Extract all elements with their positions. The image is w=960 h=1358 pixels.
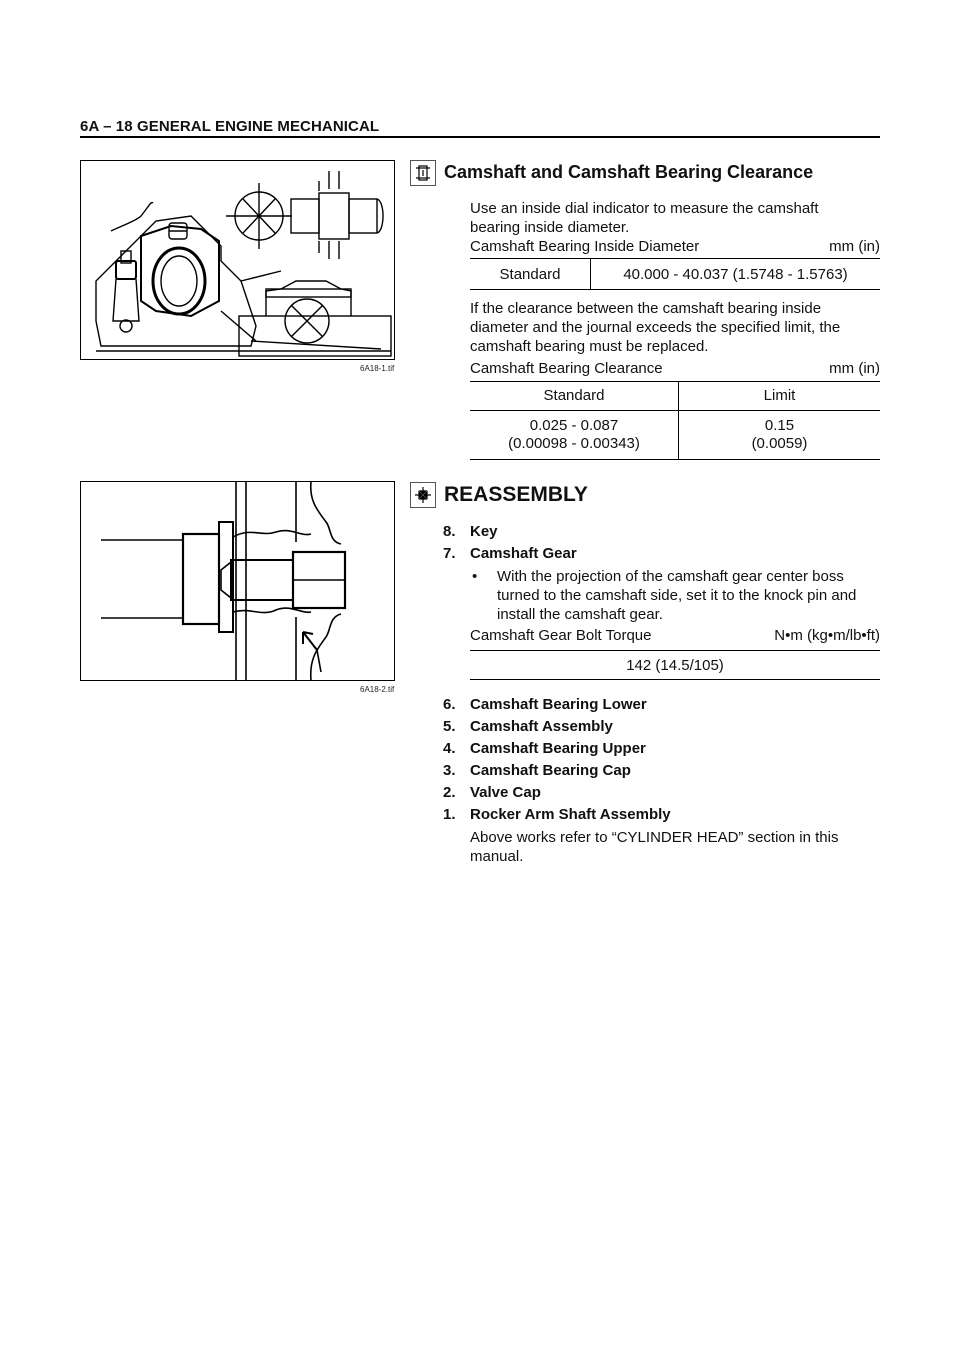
item-number: 4. <box>443 740 456 757</box>
clearance-table <box>470 382 880 459</box>
text-line: diameter and the journal exceeds the specified limit, the <box>470 319 841 336</box>
camshaft-bearing-diagram-icon <box>81 161 394 359</box>
header-rule <box>80 136 880 138</box>
spec-unit: mm (in) <box>829 360 880 377</box>
figure-caption: 6A18-2.tif <box>360 685 395 694</box>
inside-diameter-table <box>470 259 880 289</box>
spec-label: Camshaft Bearing Inside Diameter <box>470 238 700 255</box>
table-rule <box>470 679 880 680</box>
reassembly-title: REASSEMBLY <box>444 483 588 506</box>
cell-line: 0.15 <box>764 416 795 434</box>
torque-header <box>470 627 880 644</box>
page-header: 6A – 18 GENERAL ENGINE MECHANICAL <box>80 118 380 135</box>
text-line: bearing inside diameter. <box>470 219 630 236</box>
list-item <box>443 806 671 823</box>
cell-line: 0.025 - 0.087 <box>529 416 619 434</box>
list-item <box>443 784 541 801</box>
item-number: 6. <box>443 696 456 713</box>
spec-label: Camshaft Bearing Clearance <box>470 360 663 377</box>
table-cell <box>470 410 679 459</box>
list-item <box>443 762 631 779</box>
text-line: install the camshaft gear. <box>497 606 663 623</box>
measurement-icon <box>410 160 436 186</box>
text-line: turned to the camshaft side, set it to the knock pin and <box>497 587 857 604</box>
text-line: Above works refer to “CYLINDER HEAD” section in this <box>470 829 839 846</box>
bullet-symbol: • <box>472 568 478 585</box>
figure-caption: 6A18-1.tif <box>360 364 395 373</box>
table-header-cell: Limit <box>679 382 881 410</box>
item-label: Camshaft Bearing Upper <box>470 740 646 757</box>
table-rule <box>470 650 880 651</box>
text-line: If the clearance between the camshaft bearing inside <box>470 300 822 317</box>
torque-value: 142 (14.5/105) <box>626 657 724 674</box>
list-item <box>443 718 613 735</box>
item-number: 2. <box>443 784 456 801</box>
section-title: Camshaft and Camshaft Bearing Clearance <box>444 162 814 182</box>
spec-header-clearance <box>470 360 880 377</box>
list-item <box>443 523 498 540</box>
item-label: Camshaft Gear <box>470 545 577 562</box>
item-number: 5. <box>443 718 456 735</box>
table-rule <box>470 289 880 290</box>
figure-camshaft-gear <box>80 481 395 681</box>
text-line: camshaft bearing must be replaced. <box>470 338 709 355</box>
table-header-cell: Standard <box>470 382 679 410</box>
item-label: Rocker Arm Shaft Assembly <box>470 806 671 823</box>
table-cell: Standard <box>470 259 591 289</box>
intro-paragraph <box>470 199 880 237</box>
figure-camshaft-bearing <box>80 160 395 360</box>
reassembly-arrows-icon <box>410 482 436 508</box>
item-label: Valve Cap <box>470 784 541 801</box>
item-number: 3. <box>443 762 456 779</box>
text-line: manual. <box>470 848 524 865</box>
spec-header-inside-diameter <box>470 238 880 255</box>
camshaft-gear-diagram-icon <box>81 482 394 680</box>
item-label: Camshaft Bearing Cap <box>470 762 631 779</box>
item-label: Camshaft Assembly <box>470 718 613 735</box>
list-item <box>443 696 647 713</box>
text-line: With the projection of the camshaft gear center boss <box>497 568 844 585</box>
list-item <box>443 545 577 562</box>
item-label: Camshaft Bearing Lower <box>470 696 647 713</box>
torque-label: Camshaft Gear Bolt Torque <box>470 627 652 644</box>
cell-line: (0.0059) <box>751 434 808 452</box>
table-rule <box>470 459 880 460</box>
cell-line: (0.00098 - 0.00343) <box>508 434 640 452</box>
item-number: 1. <box>443 806 456 823</box>
spec-unit: mm (in) <box>829 238 880 255</box>
list-item <box>443 740 646 757</box>
text-line: Use an inside dial indicator to measure the camshaft <box>470 200 819 217</box>
table-cell: 40.000 - 40.037 (1.5748 - 1.5763) <box>623 265 848 283</box>
clearance-paragraph <box>470 299 880 356</box>
item-number: 7. <box>443 545 456 562</box>
bullet-paragraph <box>497 567 887 624</box>
note-paragraph <box>470 828 880 866</box>
item-label: Key <box>470 523 498 540</box>
table-cell <box>679 410 881 459</box>
item-number: 8. <box>443 523 456 540</box>
torque-unit: N•m (kg•m/lb•ft) <box>774 627 880 644</box>
